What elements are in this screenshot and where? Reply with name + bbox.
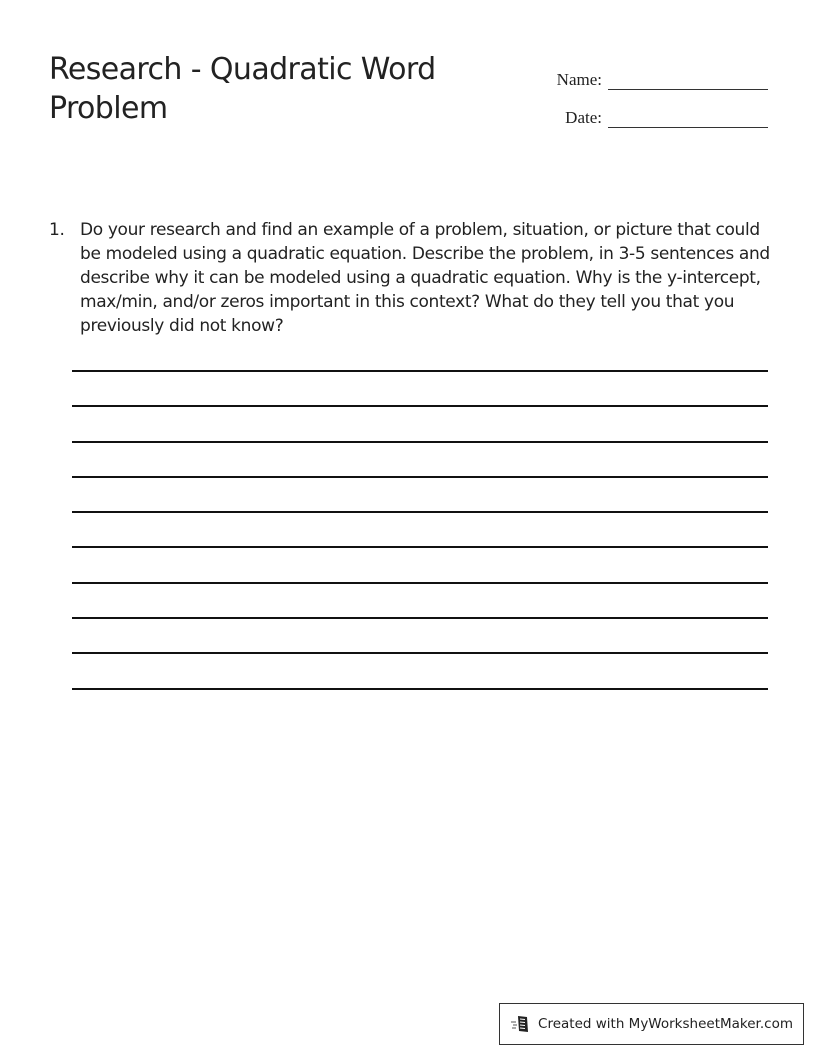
answer-line[interactable] (72, 546, 768, 548)
student-info (557, 52, 768, 128)
footer-text: Created with MyWorksheetMaker.com (538, 1016, 793, 1032)
answer-line[interactable] (72, 441, 768, 443)
answer-line[interactable] (72, 405, 768, 407)
worksheet-logo-icon (510, 1014, 532, 1034)
name-field-row (557, 52, 768, 90)
name-field[interactable] (608, 65, 768, 90)
date-field-row (557, 90, 768, 128)
answer-line[interactable] (72, 582, 768, 584)
question-text: Do your research and find an example of a problem, situation, or picture that could be modeled using a quadratic equation. Describe the problem, in 3-5 sentences and describe why it can be modeled using a quadratic equation. Why is the y-intercept, max/min, and/or zeros important in this context? What do they tell you that you previously did not know? (80, 220, 770, 336)
date-label: Date: (565, 108, 602, 127)
answer-line[interactable] (72, 617, 768, 619)
answer-line[interactable] (72, 370, 768, 372)
answer-lines[interactable] (72, 370, 768, 723)
answer-line[interactable] (72, 652, 768, 654)
date-field[interactable] (608, 103, 768, 128)
footer-credit[interactable] (499, 1003, 804, 1045)
answer-line[interactable] (72, 476, 768, 478)
answer-line[interactable] (72, 688, 768, 690)
name-label: Name: (556, 70, 602, 89)
question-1 (49, 218, 774, 338)
worksheet-title: Research - Quadratic Word Problem (49, 52, 436, 126)
question-number: 1. (49, 220, 65, 240)
answer-line[interactable] (72, 511, 768, 513)
